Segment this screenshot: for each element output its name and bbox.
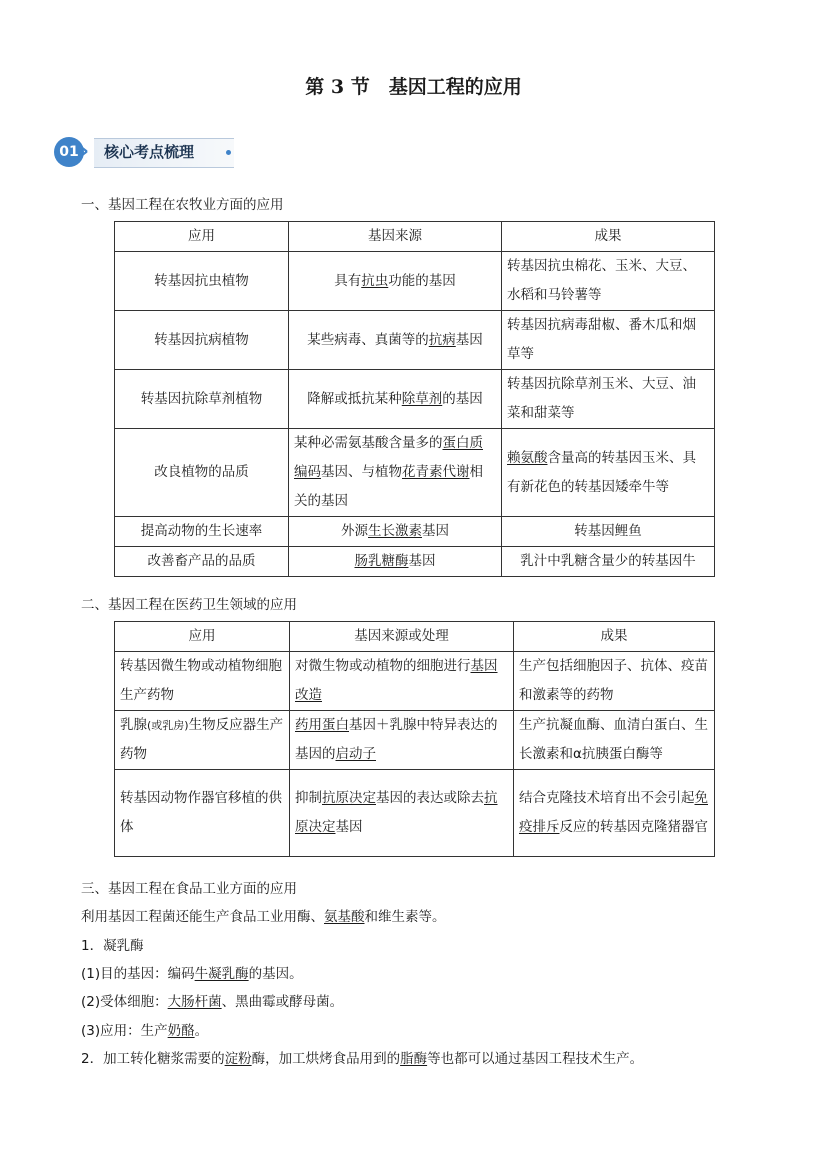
small-note: (或乳房): [147, 719, 189, 732]
dot-icon: [226, 150, 231, 155]
underlined-keyword: 抗原决定: [322, 790, 376, 806]
text: 降解或抵抗某种: [307, 390, 402, 407]
table-row: [115, 652, 715, 711]
table-row: [115, 547, 715, 577]
column-header: 成果: [502, 222, 715, 252]
underlined-keyword: 脂酶: [400, 1051, 428, 1067]
text: 的基因: [442, 390, 483, 407]
table-row: [115, 370, 715, 429]
underlined-keyword: 赖氨酸: [507, 449, 548, 466]
cell-result: 乳汁中乳糖含量少的转基因牛: [502, 547, 715, 577]
underlined-keyword: 启动子: [335, 746, 376, 762]
text: 结合克隆技术培育出不会引起: [519, 790, 695, 806]
cell-gene-source: [289, 429, 502, 517]
cell-result: 转基因抗除草剂玉米、大豆、油菜和甜菜等: [502, 370, 715, 429]
underlined-keyword: 抗病: [428, 331, 456, 348]
list-item: [81, 962, 303, 982]
column-header: 应用: [115, 222, 289, 252]
table-medicine: [114, 621, 715, 857]
cell-gene-source: [290, 652, 514, 711]
text: 抑制: [295, 790, 322, 806]
list-item: [81, 1019, 208, 1039]
underlined-keyword: 药用蛋白: [295, 717, 349, 733]
text: 基因: [422, 523, 449, 539]
cell-gene-source: [289, 252, 502, 311]
column-header: 基因来源: [289, 222, 502, 252]
table-row: [115, 517, 715, 547]
text: 基因、与植物: [321, 464, 402, 480]
column-header: 成果: [514, 622, 715, 652]
cell-result: 生产抗凝血酶、血清白蛋白、生长激素和α抗胰蛋白酶等: [514, 711, 715, 770]
cell-application: 转基因抗虫植物: [115, 252, 289, 311]
cell-application: 转基因动物作器官移植的供体: [115, 770, 290, 857]
underlined-keyword: 免疫排斥: [519, 790, 708, 835]
table-header-row: [115, 622, 715, 652]
section-badge: [54, 135, 244, 169]
cell-application: 改良植物的品质: [115, 429, 289, 517]
page-title: 第 3 节 基因工程的应用: [305, 76, 522, 98]
text: 基因: [335, 819, 363, 835]
cell-gene-source: [289, 517, 502, 547]
cell-result: 转基因抗病毒甜椒、番木瓜和烟草等: [502, 311, 715, 370]
cell-result: [502, 429, 715, 517]
table-row: [115, 429, 715, 517]
underlined-keyword: 抗虫: [361, 272, 389, 289]
column-header: 应用: [115, 622, 290, 652]
text: 基因: [455, 331, 483, 348]
cell-result: [514, 770, 715, 857]
underlined-keyword: 氨基酸: [324, 909, 365, 925]
text: 含量高的转基因玉米、具有新花色的转基因矮牵牛等: [507, 449, 696, 495]
cell-application: [115, 711, 290, 770]
cell-result: 转基因鲤鱼: [502, 517, 715, 547]
section-heading-3: 三、基因工程在食品工业方面的应用: [81, 881, 297, 897]
cell-application: 转基因抗病植物: [115, 311, 289, 370]
underlined-keyword: 生长激素: [368, 523, 422, 539]
cell-result: 转基因抗虫棉花、玉米、大豆、水稻和马铃薯等: [502, 252, 715, 311]
underlined-keyword: 淀粉: [224, 1051, 252, 1067]
underlined-keyword: 奶酪: [167, 1023, 195, 1039]
text: 某种必需氨基酸含量多的: [294, 435, 443, 451]
text: 基因＋乳腺中特异表达的基因的: [295, 717, 498, 762]
text: 。: [194, 1023, 209, 1039]
cell-result: 生产包括细胞因子、抗体、疫苗和激素等的药物: [514, 652, 715, 711]
table-row: [115, 770, 715, 857]
text: 反应的转基因克隆猪器官: [559, 819, 708, 835]
cell-application: 改善畜产品的品质: [115, 547, 289, 577]
text: 、黑曲霉或酵母菌。: [221, 994, 344, 1010]
badge-label: 核心考点梳理: [104, 143, 195, 161]
underlined-keyword: 抗原决定: [295, 790, 498, 835]
chevron-right-icon: ›: [80, 139, 90, 164]
cell-application: 转基因微生物或动植物细胞生产药物: [115, 652, 290, 711]
text: 等也都可以通过基因工程技术生产。: [427, 1051, 644, 1067]
section-heading-2: 二、基因工程在医药卫生领域的应用: [81, 597, 297, 613]
underlined-keyword: 肠乳糖酶: [354, 553, 409, 569]
list-item: [81, 990, 343, 1010]
table-row: [115, 252, 715, 311]
section-heading-1: 一、基因工程在农牧业方面的应用: [81, 197, 284, 213]
text: 利用基因工程菌还能生产食品工业用酶、: [81, 909, 324, 925]
list-item: [81, 1047, 643, 1067]
table-row: [115, 311, 715, 370]
cell-application: 转基因抗除草剂植物: [115, 370, 289, 429]
text: 具有: [334, 272, 362, 289]
text: 相关的基因: [294, 464, 483, 509]
cell-gene-source: [290, 711, 514, 770]
cell-gene-source: [289, 311, 502, 370]
text: (2)受体细胞：: [81, 994, 168, 1010]
text: 基因: [408, 553, 436, 569]
text: 功能的基因: [388, 272, 456, 289]
badge-number: 01: [54, 137, 84, 167]
underlined-keyword: 花青素代谢: [402, 464, 470, 480]
text: 和维生素等。: [364, 909, 446, 925]
text: (3)应用：生产: [81, 1023, 168, 1039]
cell-gene-source: [289, 370, 502, 429]
text: 2．加工转化糖浆需要的: [81, 1051, 225, 1067]
paragraph: [81, 905, 446, 925]
cell-gene-source: [290, 770, 514, 857]
list-item-heading: 1．凝乳酶: [81, 938, 144, 954]
text: 酶，加工烘烤食品用到的: [251, 1051, 401, 1067]
underlined-keyword: 牛凝乳酶: [194, 966, 249, 982]
text: 对微生物或动植物的细胞进行: [295, 658, 471, 674]
cell-gene-source: [289, 547, 502, 577]
table-row: [115, 711, 715, 770]
table-header-row: [115, 222, 715, 252]
cell-application: 提高动物的生长速率: [115, 517, 289, 547]
underlined-keyword: 除草剂: [401, 390, 443, 407]
text: 生物反应器生产药物: [120, 717, 284, 762]
text: 某些病毒、真菌等的: [307, 331, 429, 348]
text: 乳腺: [120, 717, 147, 733]
column-header: 基因来源或处理: [290, 622, 514, 652]
text: 的基因。: [248, 966, 303, 982]
table-agriculture: [114, 221, 715, 577]
text: (1)目的基因：编码: [81, 966, 195, 982]
text: 外源: [341, 523, 368, 539]
underlined-keyword: 基因改造: [295, 658, 498, 703]
underlined-keyword: 蛋白质编码: [294, 435, 483, 480]
text: 基因的表达或除去: [376, 790, 484, 806]
underlined-keyword: 大肠杆菌: [167, 994, 222, 1010]
